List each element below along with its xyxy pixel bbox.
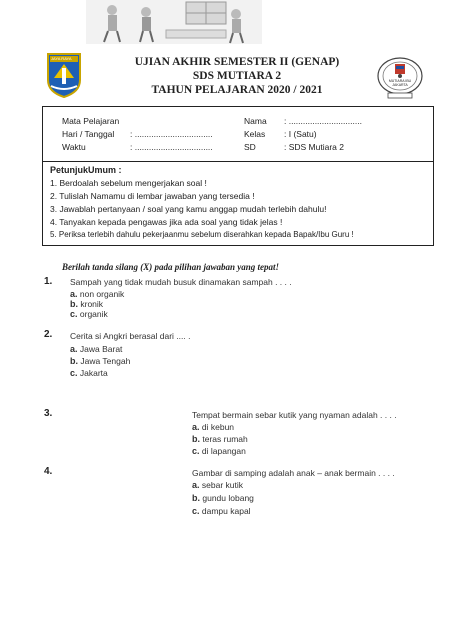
option-text: Jawa Barat [79,344,123,354]
option-letter: b. [192,434,200,444]
answer-option[interactable] [70,309,108,319]
question-text: Cerita si Angkri berasal dari .... . [70,331,191,341]
question-text: Sampah yang tidak mudah busuk dinamakan sampah . . . . [70,277,292,287]
answer-option[interactable] [70,356,130,366]
instruction-item: 4. Tanyakan kepada pengawas jika ada soal yang tidak jelas ! [50,217,283,227]
subject-label: Mata Pelajaran [62,116,120,126]
option-letter: c. [192,506,200,516]
instructions-heading: PetunjukUmum : [50,165,122,175]
question-number: 3. [44,408,53,419]
answer-option[interactable] [192,493,254,503]
option-letter: b. [70,299,78,309]
class-value: : I (Satu) [284,129,317,139]
name-label: Nama [244,116,267,126]
option-text: Jawa Tengah [80,356,131,366]
question-number: 2. [44,329,53,340]
answer-option[interactable] [192,506,251,516]
class-label: Kelas [244,129,266,139]
name-value: : ............................... [284,116,362,126]
option-letter: a. [192,422,200,432]
answer-option[interactable] [70,344,122,354]
question-number: 4. [44,466,53,477]
option-text: kronik [80,299,104,309]
option-text: di lapangan [201,446,246,456]
instruction-item: 5. Periksa terlebih dahulu pekerjaanmu sebelum diserahkan kepada Bapak/Ibu Guru ! [50,230,354,239]
option-letter: c. [70,309,78,319]
academic-year: TAHUN PELAJARAN 2020 / 2021 [151,84,323,96]
option-text: di kebun [201,422,235,432]
instruction-item: 1. Berdoalah sebelum mengerjakan soal ! [50,178,207,188]
answer-option[interactable] [70,368,108,378]
date-label: Hari / Tanggal [62,129,115,139]
answer-directive: Berilah tanda silang (X) pada pilihan jawaban yang tepat! [62,262,280,272]
option-text: organik [79,309,108,319]
school-value: : SDS Mutiara 2 [284,142,344,152]
instruction-item: 3. Jawablah pertanyaan / soal yang kamu anggap mudah terlebih dahulu! [50,204,327,214]
option-letter: a. [192,480,200,490]
answer-option[interactable] [70,299,103,309]
question-text: Gambar di samping adalah anak – anak bermain . . . . [192,468,395,478]
answer-option[interactable] [192,422,234,432]
option-text: Jakarta [79,368,108,378]
school-logo-text: MUTIARA IBU JAKARTA [388,79,412,87]
option-letter: a. [70,344,78,354]
answer-option[interactable] [192,434,248,444]
option-text: dampu kapal [201,506,251,516]
option-letter: b. [70,356,78,366]
jakarta-crest-motto: JAYA RAYA [51,56,72,61]
option-letter: a. [70,289,78,299]
option-text: sebar kutik [201,480,243,490]
answer-option[interactable] [192,480,243,490]
time-label: Waktu [62,142,86,152]
question-number: 1. [44,276,53,287]
question-text: Tempat bermain sebar kutik yang nyaman adalah . . . . [192,410,397,420]
option-text: gundu lobang [202,493,254,503]
option-letter: b. [192,493,200,503]
time-value: : ................................. [130,142,213,152]
option-letter: c. [70,368,78,378]
instruction-item: 2. Tulislah Namamu di lembar jawaban yang tersedia ! [50,191,255,201]
option-text: non organik [79,289,125,299]
option-text: teras rumah [202,434,248,444]
children-illustration [86,0,262,44]
answer-option[interactable] [192,446,246,456]
option-letter: c. [192,446,200,456]
exam-title: UJIAN AKHIR SEMESTER II (GENAP) [134,56,340,68]
answer-option[interactable] [70,289,124,299]
date-value: : ................................. [130,129,213,139]
school-name: SDS MUTIARA 2 [192,70,282,82]
school-label: SD [244,142,256,152]
